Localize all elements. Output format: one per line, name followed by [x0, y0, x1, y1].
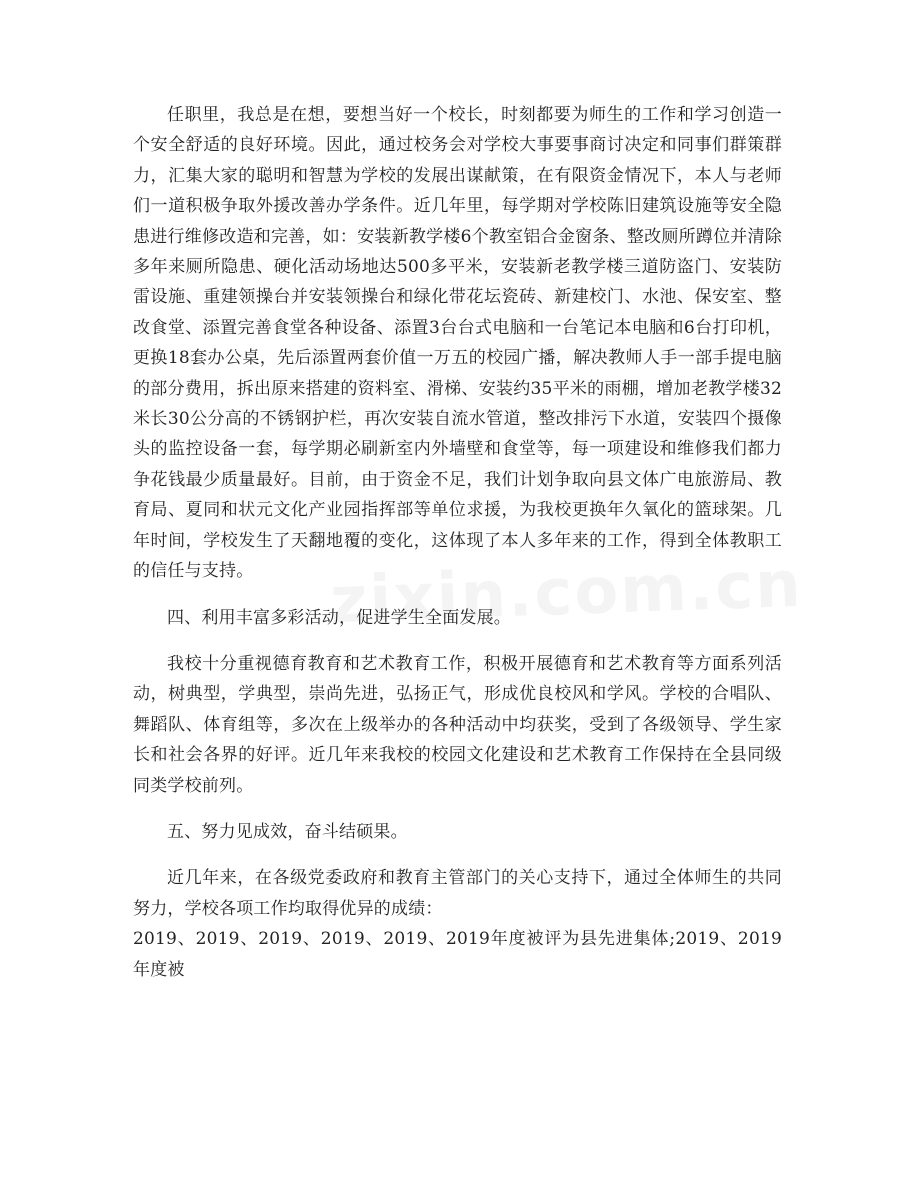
paragraph-moral-arts-education: 我校十分重视德育教育和艺术教育工作，积极开展德育和艺术教育等方面系列活动，树典型，学典型，崇尚先进，弘扬正气，形成优良校风和学风。学校的合唱队、舞蹈队、体育组等，多次在上级举办的各种活动中均获奖，受到了各级领导、学生家长和社会各界的好评。近几年来我校的校园文化建设和艺术教育工作保持在全县同级同类学校前列。 [133, 653, 782, 796]
paragraph-achievements-intro: 近几年来，在各级党委政府和教育主管部门的关心支持下，通过全体师生的共同努力，学校各项工作均取得优异的成绩： [133, 868, 782, 919]
paragraph-awards-list: 2019、2019、2019、2019、2019、2019年度被评为县先进集体;2019、2019年度被 [133, 929, 782, 980]
paragraph-school-improvements: 任职里，我总是在想，要想当好一个校长，时刻都要为师生的工作和学习创造一个安全舒适的良好环境。因此，通过校务会对学校大事要事商讨决定和同事们群策群力，汇集大家的聪明和智慧为学校的发展出谋献策，在有限资金情况下，本人与老师们一道积极争取外援改善办学条件。近几年里，每学期对学校陈旧建筑设施等安全隐患进行维修改造和完善，如：安装新教学楼6个教室铝合金窗条、整改厕所蹲位并清除多年来厕所隐患、硬化活动场地达500多平米，安装新老教学楼三道防盗门、安装防雷设施、重建领操台并安装领操台和绿化带花坛瓷砖、新建校门、水池、保安室、整改食堂、添置完善食堂各种设备、添置3台台式电脑和一台笔记本电脑和6台打印机，更换18套办公桌，先后添置两套价值一万五的校园广播，解决教师人手一部手提电脑的部分费用，拆出原来搭建的资料室、滑梯、安装约35平米的雨棚，增加老教学楼32米长30公分高的不锈钢护栏，再次安装自流水管道，整改排污下水道，安装四个摄像头的监控设备一套，每学期必刷新室内外墙壁和食堂等，每一项建设和维修我们都力争花钱最少质量最好。目前，由于资金不足，我们计划争取向县文体广电旅游局、教育局、夏同和状元文化产业园指挥部等单位求援，为我校更换年久氧化的篮球架。几年时间，学校发生了天翻地覆的变化，这体现了本人多年来的工作，得到全体教职工的信任与支持。 [133, 105, 782, 582]
section-heading-achievements: 五、努力见成效，奋斗结硕果。 [167, 821, 408, 842]
section-heading-activities: 四、利用丰富多彩活动，促进学生全面发展。 [167, 607, 511, 628]
